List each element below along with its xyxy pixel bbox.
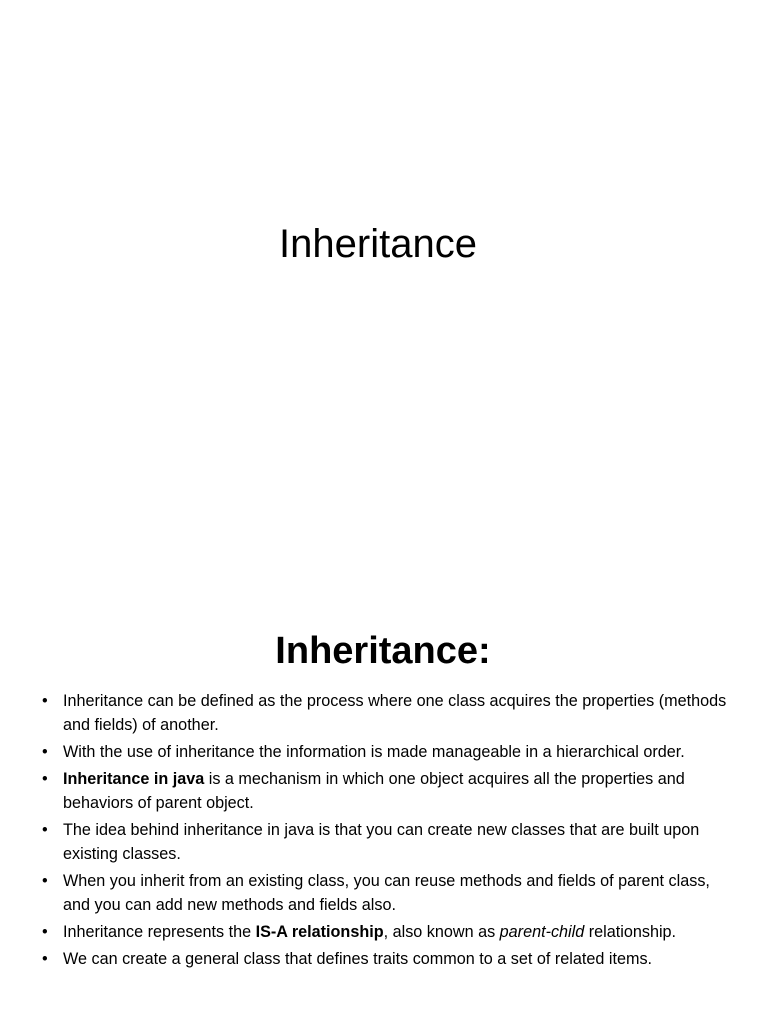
bullet-icon: • — [42, 950, 48, 968]
bullet-text: The idea behind inheritance in java is that you can create new classes that are built upon existing classes. — [63, 821, 700, 863]
bullet-text: Inheritance represents the — [63, 923, 256, 941]
bullet-item — [40, 767, 730, 815]
slide-title-heading: Inheritance — [279, 222, 477, 266]
slide-content-heading: Inheritance: — [275, 630, 491, 672]
bullet-text: Inheritance can be defined as the process where one class acquires the properties (methods and fields) of another. — [63, 692, 727, 734]
bullet-icon: • — [42, 872, 48, 890]
bullet-text: With the use of inheritance the information is made manageable in a hierarchical order. — [63, 743, 685, 761]
bullet-list — [40, 689, 730, 974]
bullet-bold-text: Inheritance in java — [63, 770, 205, 788]
bullet-text: , also known as — [383, 923, 500, 941]
bullet-text: relationship. — [584, 923, 677, 941]
bullet-text: When you inherit from an existing class, you can reuse methods and fields of parent class, and you can add new methods and fields also. — [63, 872, 710, 914]
bullet-item — [40, 869, 730, 917]
slide-content — [0, 576, 768, 1024]
bullet-item — [40, 689, 730, 737]
bullet-item — [40, 947, 730, 971]
bullet-item — [40, 920, 730, 944]
bullet-italic-text: parent-child — [499, 923, 585, 941]
bullet-bold-text: IS-A relationship — [255, 923, 384, 941]
bullet-icon: • — [42, 770, 48, 788]
bullet-icon: • — [42, 743, 48, 761]
bullet-icon: • — [42, 923, 48, 941]
bullet-icon: • — [42, 692, 48, 710]
bullet-text: is a mechanism in which one object acquires all the properties and behaviors of parent object. — [63, 770, 685, 812]
bullet-text: We can create a general class that defines traits common to a set of related items. — [63, 950, 653, 968]
bullet-item — [40, 740, 730, 764]
bullet-item — [40, 818, 730, 866]
bullet-icon: • — [42, 821, 48, 839]
